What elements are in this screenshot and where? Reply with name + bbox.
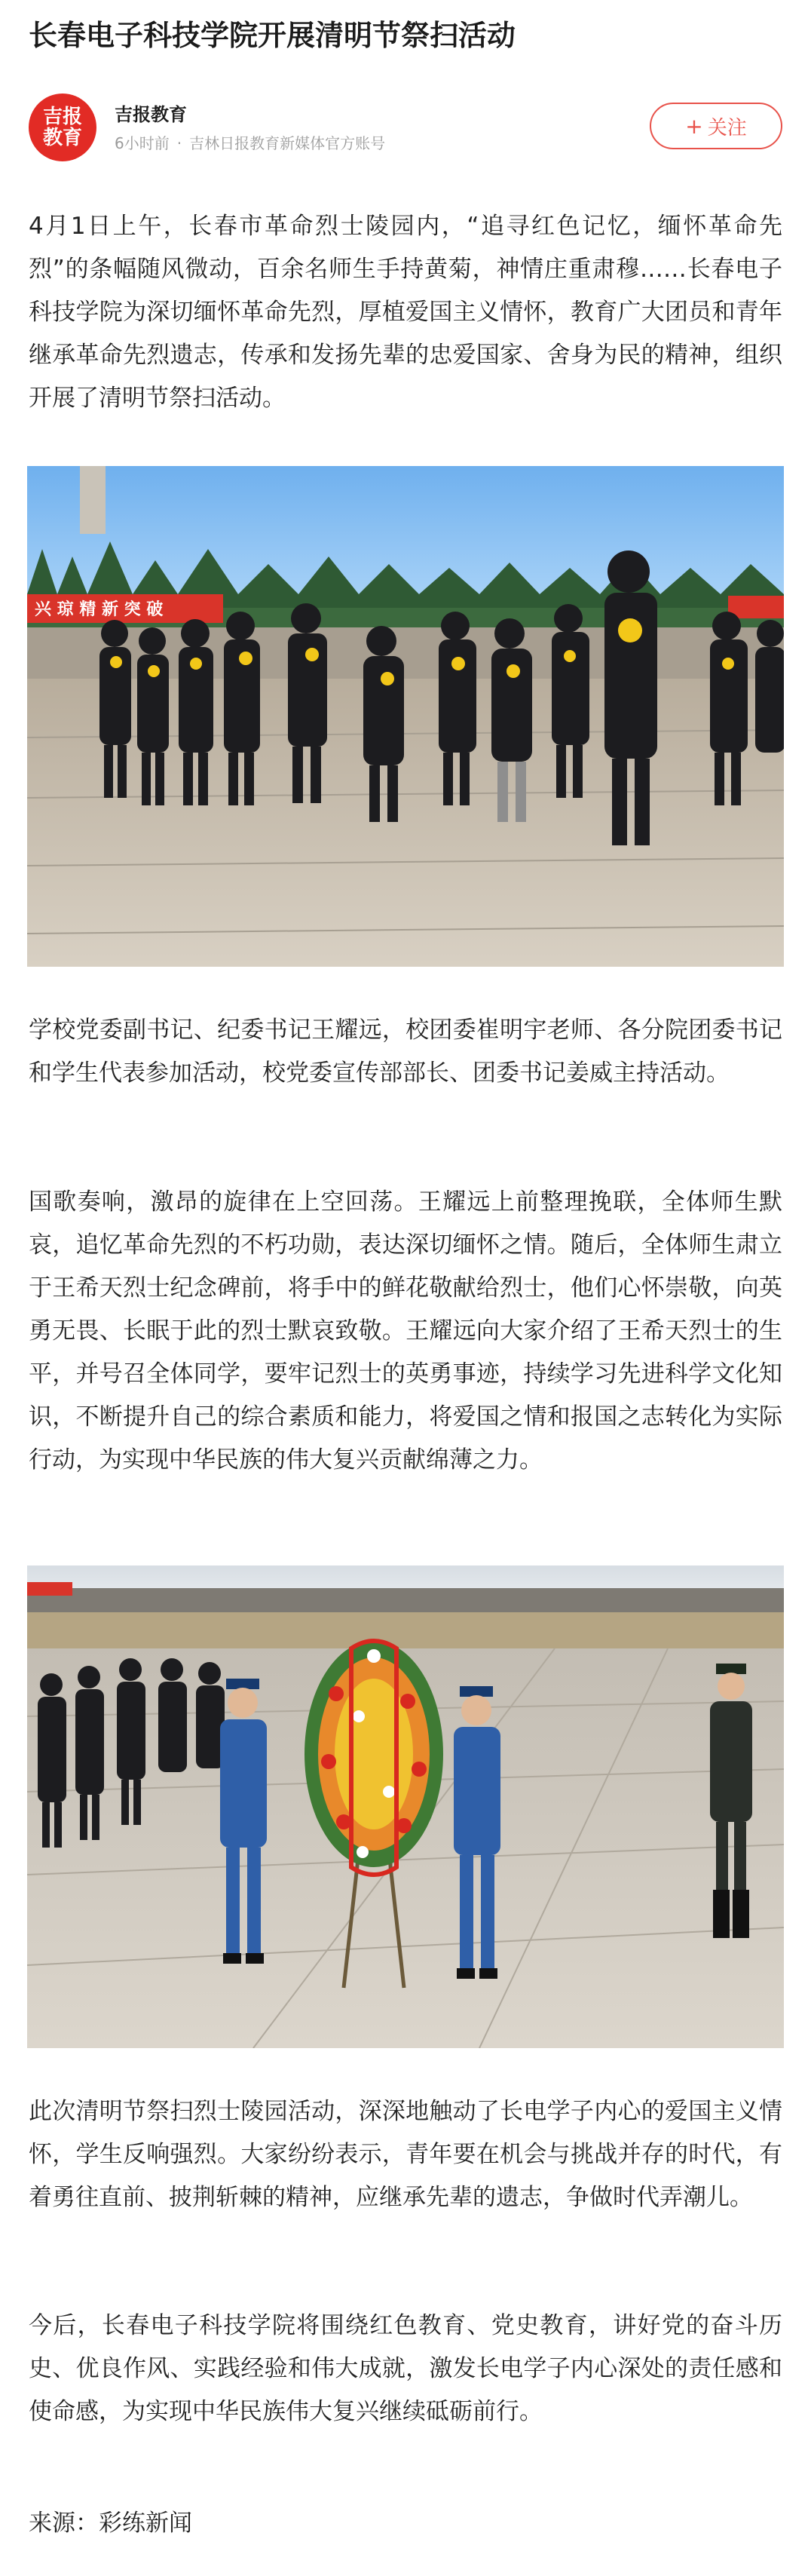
plus-icon: +: [685, 113, 703, 139]
avatar[interactable]: 吉报教育: [29, 94, 96, 161]
follow-button[interactable]: [650, 103, 782, 149]
paragraph: 今后，长春电子科技学院将围绕红色教育、党史教育，讲好党的奋斗历史、优良作风、实践经验和伟大成就，激发长电学子内心深处的责任感和使命感，为实现中华民族伟大复兴继续砥砺前行。: [29, 2312, 782, 2425]
author-name[interactable]: 吉报教育: [115, 104, 187, 125]
author-meta: [115, 131, 385, 153]
author-description: 吉林日报教育新媒体官方账号: [189, 134, 386, 152]
paragraph: 国歌奏响，激昂的旋律在上空回荡。王耀远上前整理挽联，全体师生默哀，追忆革命先烈的不朽功勋，表达深切缅怀之情。随后，全体师生肃立于王希天烈士纪念碑前，将手中的鲜花敬献给烈士，他们心怀崇敬，向英勇无畏、长眠于此的烈士默哀致敬。王耀远向大家介绍了王希天烈士的生平，并号召全体同学，要牢记烈士的英勇事迹，持续学习先进科学文化知识，不断提升自己的综合素质和能力，将爱国之情和报国之志转化为实际行动，为实现中华民族的伟大复兴贡献绵薄之力。: [29, 1188, 782, 1474]
wreath-photo-image: [27, 1566, 784, 2048]
publish-time: 6小时前: [115, 134, 170, 152]
article-photo-wreath[interactable]: [27, 1566, 784, 2048]
meta-separator: ·: [176, 134, 182, 152]
paragraph: 此次清明节祭扫烈士陵园活动，深深地触动了长电学子内心的爱国主义情怀，学生反响强烈。大家纷纷表示，青年要在机会与挑战并存的时代，有着勇往直前、披荆斩棘的精神，应继承先辈的遗志，争做时代弄潮儿。: [29, 2098, 782, 2211]
follow-label: 关注: [707, 116, 747, 140]
author-row: [29, 92, 782, 164]
article-source: 来源：彩练新闻: [29, 2510, 192, 2537]
paragraph: 学校党委副书记、纪委书记王耀远，校团委崔明宇老师、各分院团委书记和学生代表参加活动，校党委宣传部部长、团委书记姜威主持活动。: [29, 1017, 782, 1087]
paragraph: 4月1日上午，长春市革命烈士陵园内，“追寻红色记忆，缅怀革命先烈”的条幅随风微动，百余名师生手持黄菊，神情庄重肃穆……长春电子科技学院为深切缅怀革命先烈，厚植爱国主义情怀，教育广大团员和青年继承革命先烈遗志，传承和发扬先辈的忠爱国家、舍身为民的精神，组织开展了清明节祭扫活动。: [29, 213, 782, 412]
article-photo-ceremony[interactable]: [27, 466, 784, 967]
ceremony-photo-image: [27, 466, 784, 967]
article-title: 长春电子科技学院开展清明节祭扫活动: [29, 19, 516, 52]
banner-text: 兴 琼 精 新 突 破: [35, 600, 164, 619]
